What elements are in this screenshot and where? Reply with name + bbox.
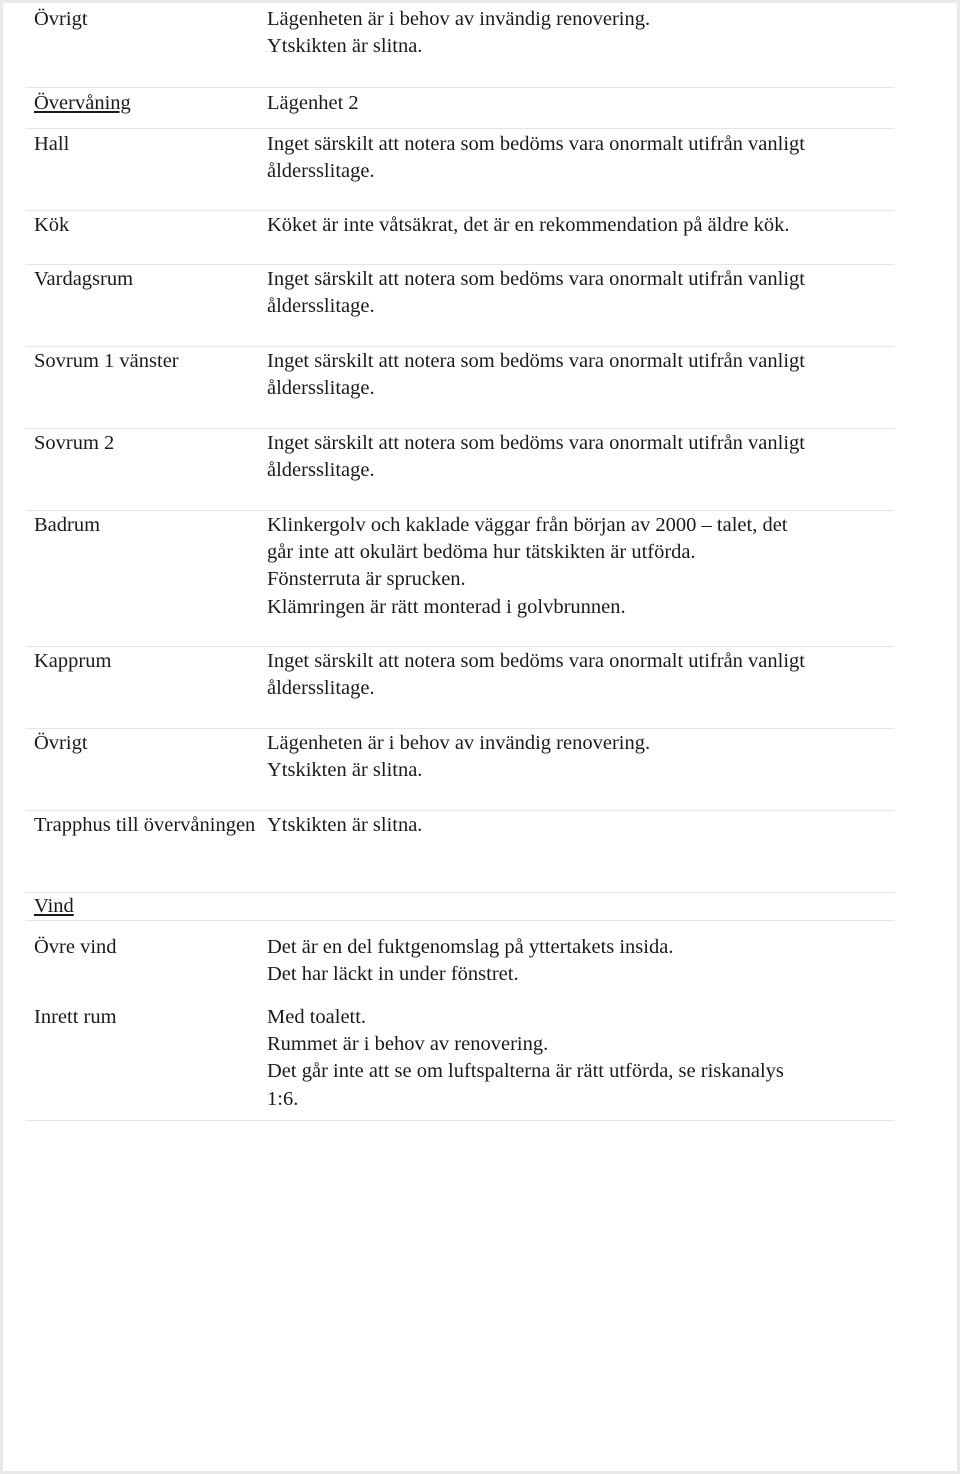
text-line: Det går inte att se om luftspalterna är rätt utförda, se riskanalys xyxy=(267,1060,784,1083)
row-label: Kök xyxy=(34,214,70,236)
row-label: Kapprum xyxy=(34,650,112,672)
inspection-table xyxy=(26,3,894,1121)
text-line: Fönsterruta är sprucken. xyxy=(267,568,466,591)
text-line: Inget särskilt att notera som bedöms vara onormalt utifrån vanligt xyxy=(267,350,805,372)
text-line: 1:6. xyxy=(267,1087,299,1110)
text-line: Ytskikten är slitna. xyxy=(267,814,423,836)
text-line: Ytskikten är slitna. xyxy=(267,759,423,782)
row-text xyxy=(257,212,894,264)
row-label: Badrum xyxy=(34,514,101,536)
text-line: Lägenhet 2 xyxy=(267,92,359,114)
table-row xyxy=(26,921,894,1003)
row-text xyxy=(257,348,894,428)
text-line: Inget särskilt att notera som bedöms vara onormalt utifrån vanligt xyxy=(267,133,805,155)
section-heading-row xyxy=(26,893,894,921)
row-text xyxy=(257,131,894,210)
row-text xyxy=(257,266,894,346)
text-line: Med toalett. xyxy=(267,1006,367,1028)
section-heading: Övervåning xyxy=(34,92,131,114)
row-text xyxy=(257,1004,894,1120)
text-line: Rummet är i behov av renovering. xyxy=(267,1033,549,1056)
table-row xyxy=(26,729,894,811)
row-label: Sovrum 1 vänster xyxy=(34,350,179,372)
text-line: Inget särskilt att notera som bedöms vara onormalt utifrån vanligt xyxy=(267,650,805,672)
row-text xyxy=(257,6,894,87)
text-line: Det har läckt in under fönstret. xyxy=(267,963,519,986)
table-row xyxy=(26,265,894,347)
table-row xyxy=(26,211,894,265)
text-line: åldersslitage. xyxy=(267,459,375,482)
row-text xyxy=(257,893,894,920)
table-row xyxy=(26,511,894,647)
row-label: Hall xyxy=(34,133,70,155)
row-text xyxy=(257,430,894,510)
row-text xyxy=(257,90,894,128)
row-text xyxy=(257,648,894,728)
text-line: åldersslitage. xyxy=(267,295,375,318)
section-heading-row xyxy=(26,88,894,129)
text-line: åldersslitage. xyxy=(267,377,375,400)
text-line: Köket är inte våtsäkrat, det är en rekommendation på äldre kök. xyxy=(267,214,790,236)
row-label: Sovrum 2 xyxy=(34,432,115,454)
text-line: Klinkergolv och kaklade väggar från början av 2000 – talet, det xyxy=(267,514,788,536)
text-line: Inget särskilt att notera som bedöms vara onormalt utifrån vanligt xyxy=(267,432,805,454)
table-row xyxy=(26,129,894,211)
text-line: åldersslitage. xyxy=(267,160,375,183)
text-line: åldersslitage. xyxy=(267,677,375,700)
row-text xyxy=(257,512,894,646)
table-row xyxy=(26,647,894,729)
text-line: Inget särskilt att notera som bedöms vara onormalt utifrån vanligt xyxy=(267,268,805,290)
text-line: går inte att okulärt bedöma hur tätskikten är utförda. xyxy=(267,541,696,564)
row-text xyxy=(257,812,894,892)
text-line: Det är en del fuktgenomslag på yttertakets insida. xyxy=(267,936,674,958)
table-row xyxy=(26,811,894,893)
row-text xyxy=(257,934,894,1003)
text-line: Klämringen är rätt monterad i golvbrunnen. xyxy=(267,595,626,618)
row-label: Vardagsrum xyxy=(34,268,134,290)
text-line: Lägenheten är i behov av invändig renovering. xyxy=(267,8,651,30)
table-row xyxy=(26,3,894,88)
section-heading: Vind xyxy=(34,895,74,917)
document-page xyxy=(3,3,957,1471)
table-row xyxy=(26,347,894,429)
table-row xyxy=(26,429,894,511)
row-label: Övrigt xyxy=(34,732,88,754)
row-label: Trapphus till övervåningen xyxy=(34,814,256,836)
table-row xyxy=(26,1003,894,1121)
text-line: Lägenheten är i behov av invändig renovering. xyxy=(267,732,651,754)
row-text xyxy=(257,730,894,810)
text-line: Ytskikten är slitna. xyxy=(267,35,423,58)
row-label: Övre vind xyxy=(34,936,117,958)
row-label: Övrigt xyxy=(34,8,88,30)
row-label: Inrett rum xyxy=(34,1006,117,1028)
